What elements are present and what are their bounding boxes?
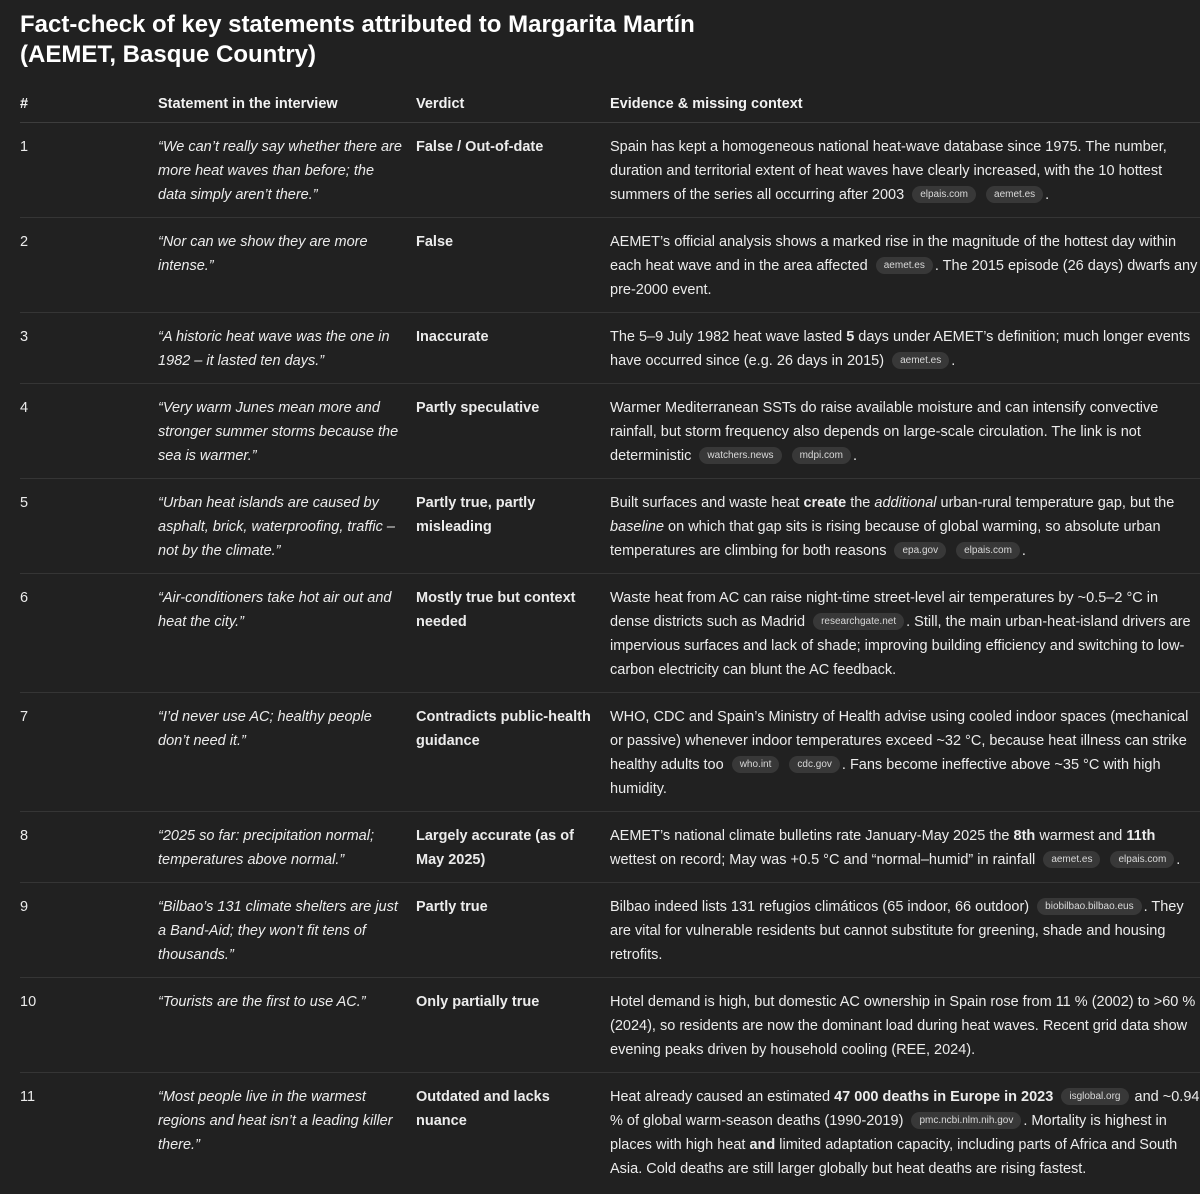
row-number: 1 xyxy=(20,123,158,218)
source-link[interactable]: pmc.ncbi.nlm.nih.gov xyxy=(911,1112,1021,1129)
row-evidence xyxy=(610,218,1200,313)
table-row xyxy=(20,313,1200,384)
source-link[interactable]: cdc.gov xyxy=(789,756,839,773)
row-evidence xyxy=(610,384,1200,479)
page-title-line1: Fact-check of key statements attributed to Margarita Martín xyxy=(20,11,695,38)
row-number: 7 xyxy=(20,693,158,812)
source-link[interactable]: epa.gov xyxy=(894,542,946,559)
row-evidence xyxy=(610,883,1200,978)
table-row xyxy=(20,883,1200,978)
evidence-bold: 8th xyxy=(1013,828,1036,844)
table-row xyxy=(20,574,1200,693)
row-verdict: Mostly true but context needed xyxy=(416,574,610,693)
table-row xyxy=(20,479,1200,574)
row-verdict: False xyxy=(416,218,610,313)
evidence-text: . xyxy=(1045,187,1050,203)
evidence-italic: additional xyxy=(874,495,937,511)
source-link[interactable]: aemet.es xyxy=(892,352,949,369)
source-link[interactable]: who.int xyxy=(732,756,780,773)
row-verdict: Outdated and lacks nuance xyxy=(416,1089,550,1129)
row-number: 10 xyxy=(20,978,158,1073)
row-verdict: Contradicts public-health guidance xyxy=(416,693,610,812)
evidence-text: urban-rural temperature gap, but the xyxy=(940,495,1175,511)
evidence-text: Spain has kept a homogeneous national heat-wave database since 1975. The number, duration and territorial extent of heat waves have clearly increased, with the 10 hottest summers of the series all occurring after 2003 xyxy=(610,139,1167,203)
table-row xyxy=(20,1073,1200,1192)
row-evidence xyxy=(610,1073,1200,1192)
row-statement: “Very warm Junes mean more and stronger summer storms because the sea is warmer.” xyxy=(158,384,416,479)
evidence-bold: 11th xyxy=(1126,828,1156,844)
row-number: 8 xyxy=(20,812,158,883)
row-statement: “Air-conditioners take hot air out and heat the city.” xyxy=(158,574,416,693)
evidence-text: . xyxy=(852,448,857,464)
source-link[interactable]: elpais.com xyxy=(1110,851,1174,868)
row-verdict: Partly true xyxy=(416,883,610,978)
row-number: 3 xyxy=(20,313,158,384)
evidence-text: . xyxy=(951,353,956,369)
row-number: 5 xyxy=(20,479,158,574)
row-verdict: Inaccurate xyxy=(416,313,610,384)
evidence-text: on which that gap sits is rising because of global warming, so absolute urban temperatures are climbing for both reasons xyxy=(610,519,1161,559)
page-title xyxy=(20,10,1180,70)
source-link[interactable]: elpais.com xyxy=(912,186,976,203)
row-number: 2 xyxy=(20,218,158,313)
row-verdict: Partly speculative xyxy=(416,384,610,479)
source-link[interactable]: mdpi.com xyxy=(792,447,851,464)
evidence-text: Warmer Mediterranean SSTs do raise available moisture and can intensify convective rainfall, but storm frequency also depends on large-scale circulation. The link is not deterministic xyxy=(610,400,1159,464)
table-row xyxy=(20,123,1200,218)
row-statement: “We can’t really say whether there are more heat waves than before; the data simply aren’t there.” xyxy=(158,123,416,218)
row-number: 11 xyxy=(20,1089,36,1105)
row-evidence xyxy=(610,812,1200,883)
row-statement: “2025 so far: precipitation normal; temperatures above normal.” xyxy=(158,812,416,883)
row-statement: “Tourists are the first to use AC.” xyxy=(158,978,416,1073)
evidence-text: wettest on record; May was +0.5 °C and “normal–humid” in rainfall xyxy=(610,852,1036,868)
header-statement: Statement in the interview xyxy=(158,84,416,123)
page-title-line2: (AEMET, Basque Country) xyxy=(20,41,317,68)
source-link[interactable]: elpais.com xyxy=(956,542,1020,559)
row-verdict: Largely accurate (as of May 2025) xyxy=(416,812,610,883)
table-row xyxy=(20,812,1200,883)
row-statement: “A historic heat wave was the one in 1982 – it lasted ten days.” xyxy=(158,313,416,384)
table-row xyxy=(20,218,1200,313)
row-statement: “Bilbao’s 131 climate shelters are just a Band-Aid; they won’t fit tens of thousands.” xyxy=(158,883,416,978)
evidence-bold: 47 000 deaths in Europe in 2023 xyxy=(834,1089,1054,1105)
row-number: 6 xyxy=(20,574,158,693)
evidence-text: days under AEMET’s definition; much longer events have occurred since (e.g. 26 days in 2015) xyxy=(610,329,1191,369)
header-evidence: Evidence & missing context xyxy=(610,84,1200,123)
evidence-text: limited adaptation capacity, including parts of Africa and South Asia. Cold deaths are still larger globally but heat deaths are rising fastest. xyxy=(610,1137,1178,1177)
evidence-bold: create xyxy=(803,495,847,511)
evidence-text: . Still, the main urban-heat-island drivers are impervious surfaces and lack of shade; improving building efficiency and switching to low-carbon electricity can blunt the AC feedback. xyxy=(610,614,1191,678)
source-link[interactable]: watchers.news xyxy=(699,447,781,464)
table-row xyxy=(20,693,1200,812)
row-statement: “Most people live in the warmest regions and heat isn’t a leading killer there.” xyxy=(158,1089,393,1153)
evidence-text: . xyxy=(1021,543,1026,559)
evidence-text: the xyxy=(850,495,871,511)
evidence-italic: baseline xyxy=(610,519,665,535)
evidence-text: warmest and xyxy=(1039,828,1123,844)
row-statement: “I’d never use AC; healthy people don’t need it.” xyxy=(158,693,416,812)
evidence-text: The 5–9 July 1982 heat wave lasted xyxy=(610,329,843,345)
evidence-text: AEMET’s national climate bulletins rate January-May 2025 the xyxy=(610,828,1010,844)
evidence-bold: and xyxy=(749,1137,776,1153)
evidence-text: . They are vital for vulnerable residents but cannot substitute for greening, shade and housing retrofits. xyxy=(610,899,1184,963)
row-verdict: False / Out-of-date xyxy=(416,123,610,218)
row-statement: “Urban heat islands are caused by asphalt, brick, waterproofing, traffic – not by the climate.” xyxy=(158,479,416,574)
header-verdict: Verdict xyxy=(416,84,610,123)
row-evidence xyxy=(610,693,1200,812)
evidence-text: Bilbao indeed lists 131 refugios climáticos (65 indoor, 66 outdoor) xyxy=(610,899,1030,915)
evidence-text: . xyxy=(1176,852,1181,868)
evidence-text: WHO, CDC and Spain’s Ministry of Health advise using cooled indoor spaces (mechanical or passive) whenever indoor temperatures exceed ~32 °C, because heat illness can strike healthy adults too xyxy=(610,709,1189,773)
evidence-text: Built surfaces and waste heat xyxy=(610,495,800,511)
evidence-text: Waste heat from AC can raise night-time street-level air temperatures by ~0.5–2 °C in dense districts such as Madrid xyxy=(610,590,1159,630)
evidence-text: . Fans become ineffective above ~35 °C with high humidity. xyxy=(610,757,1161,797)
source-link[interactable]: aemet.es xyxy=(1043,851,1100,868)
table-row xyxy=(20,978,1200,1073)
source-link[interactable]: biobilbao.bilbao.eus xyxy=(1037,898,1141,915)
row-number: 9 xyxy=(20,883,158,978)
table-row xyxy=(20,384,1200,479)
row-evidence xyxy=(610,574,1200,693)
evidence-text: and ~0.94 % of global warm-season deaths (1990-2019) xyxy=(610,1089,1200,1129)
evidence-text: . Mortality is highest in places with high heat xyxy=(610,1113,1167,1153)
header-number: # xyxy=(20,84,158,123)
source-link[interactable]: isglobal.org xyxy=(1061,1088,1128,1105)
row-evidence xyxy=(610,479,1200,574)
evidence-bold: 5 xyxy=(846,329,855,345)
row-verdict: Only partially true xyxy=(416,978,610,1073)
row-verdict: Partly true, partly misleading xyxy=(416,479,610,574)
row-number: 4 xyxy=(20,384,158,479)
evidence-text: AEMET’s official analysis shows a marked rise in the magnitude of the hottest day within each heat wave and in the area affected xyxy=(610,234,1177,274)
row-statement: “Nor can we show they are more intense.” xyxy=(158,218,416,313)
row-evidence xyxy=(610,978,1200,1073)
source-link[interactable]: aemet.es xyxy=(876,257,933,274)
source-link[interactable]: researchgate.net xyxy=(813,613,904,630)
row-evidence xyxy=(610,313,1200,384)
evidence-text: Heat already caused an estimated xyxy=(610,1089,831,1105)
row-evidence xyxy=(610,123,1200,218)
evidence-text: Hotel demand is high, but domestic AC ownership in Spain rose from 11 % (2002) to >60 % (2024), so residents are now the dominant load during heat waves. Recent grid data show evening peaks driven by household cooling (REE, 2024). xyxy=(610,994,1196,1058)
table-header-row xyxy=(20,84,1200,123)
fact-check-table xyxy=(20,84,1200,1191)
source-link[interactable]: aemet.es xyxy=(986,186,1043,203)
evidence-text: . The 2015 episode (26 days) dwarfs any pre-2000 event. xyxy=(610,258,1198,298)
